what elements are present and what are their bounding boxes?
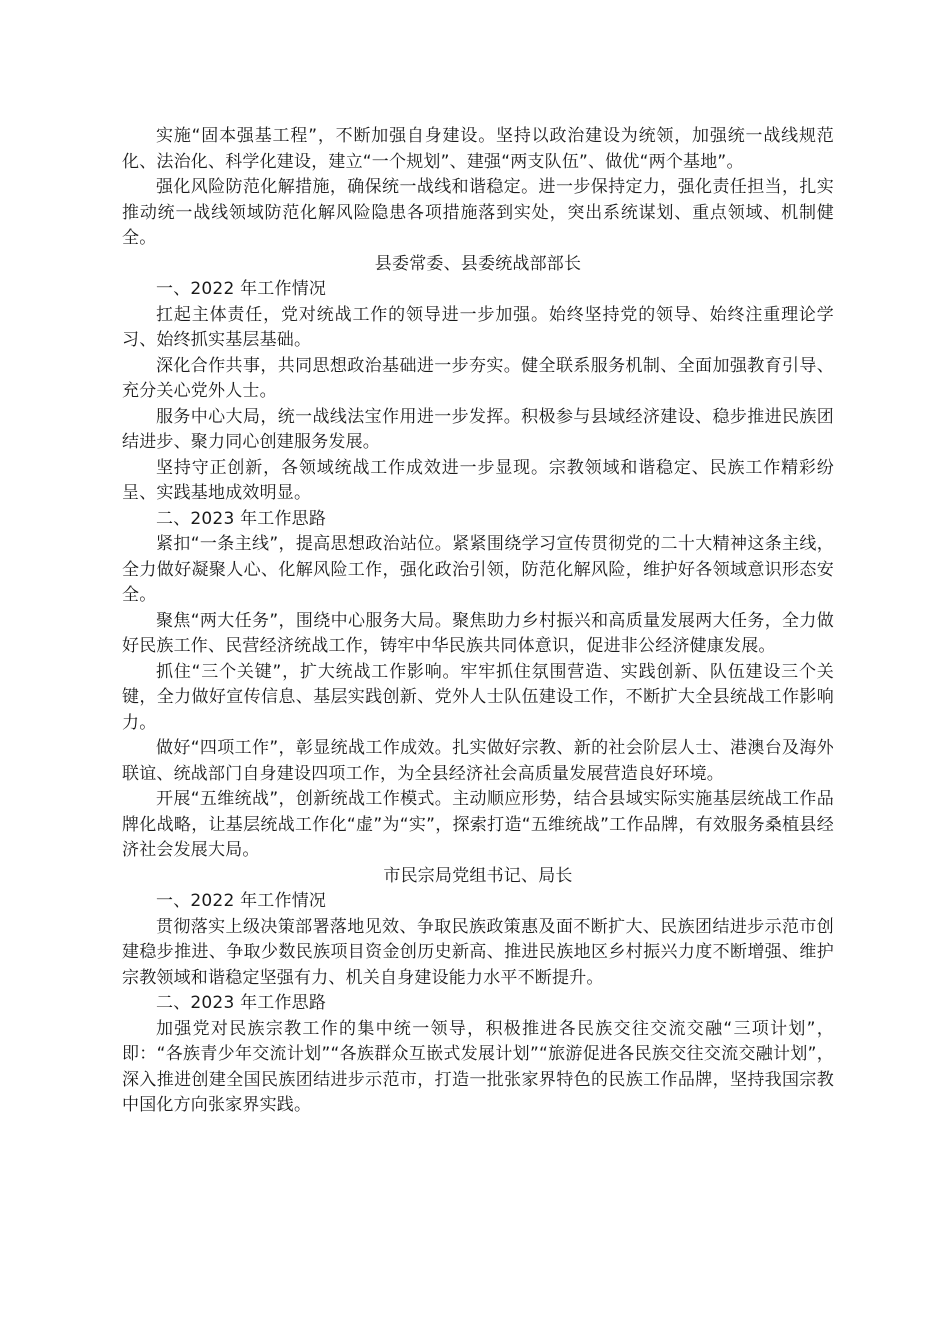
document-body: [122, 124, 834, 1119]
section-heading: 二、2023 年工作思路: [156, 993, 327, 1013]
section-heading: 一、2022 年工作情况: [156, 891, 327, 911]
paragraph: 抓住“三个关键”，扩大统战工作影响。牢牢抓住氛围营造、实践创新、队伍建设三个关键，全力做好宣传信息、基层实践创新、党外人士队伍建设工作，不断扩大全县统战工作影响力。: [122, 661, 834, 733]
paragraph: 坚持守正创新，各领域统战工作成效进一步显现。宗教领域和谐稳定、民族工作精彩纷呈、实践基地成效明显。: [122, 457, 834, 503]
section-title: 县委常委、县委统战部部长: [374, 253, 582, 274]
section-title: 市民宗局党组书记、局长: [383, 865, 573, 886]
paragraph: 扛起主体责任，党对统战工作的领导进一步加强。始终坚持党的领导、始终注重理论学习、始终抓实基层基础。: [122, 304, 834, 350]
paragraph: 开展“五维统战”，创新统战工作模式。主动顺应形势，结合县域实际实施基层统战工作品牌化战略，让基层统战工作化“虚”为“实”，探索打造“五维统战”工作品牌，有效服务桑植县经济社会发展大局。: [122, 789, 834, 860]
section-heading: 一、2022 年工作情况: [156, 279, 327, 299]
paragraph: 强化风险防范化解措施，确保统一战线和谐稳定。进一步保持定力，强化责任担当，扎实推动统一战线领域防范化解风险隐患各项措施落到实处，突出系统谋划、重点领域、机制健全。: [122, 177, 834, 248]
paragraph: 实施“固本强基工程”，不断加强自身建设。坚持以政治建设为统领，加强统一战线规范化、法治化、科学化建设，建立“一个规划”、建强“两支队伍”、做优“两个基地”。: [122, 126, 834, 172]
paragraph: 深化合作共事，共同思想政治基础进一步夯实。健全联系服务机制、全面加强教育引导、充分关心党外人士。: [122, 355, 834, 401]
paragraph: 加强党对民族宗教工作的集中统一领导，积极推进各民族交往交流交融“三项计划”，即：“各族青少年交流计划”“各族群众互嵌式发展计划”“旅游促进各民族交往交流交融计划”，深入推进创建全国民族团结进步示范市，打造一批张家界特色的民族工作品牌，坚持我国宗教中国化方向张家界实践。: [122, 1018, 834, 1115]
paragraph: 服务中心大局，统一战线法宝作用进一步发挥。积极参与县域经济建设、稳步推进民族团结进步、聚力同心创建服务发展。: [122, 406, 834, 452]
section-heading: 二、2023 年工作思路: [156, 508, 327, 529]
paragraph: 贯彻落实上级决策部署落地见效、争取民族政策惠及面不断扩大、民族团结进步示范市创建稳步推进、争取少数民族项目资金创历史新高、推进民族地区乡村振兴力度不断增强、维护宗教领域和谐稳定坚强有力、机关自身建设能力水平不断提升。: [122, 916, 834, 988]
paragraph: 聚焦“两大任务”，围绕中心服务大局。聚焦助力乡村振兴和高质量发展两大任务，全力做好民族工作、民营经济统战工作，铸牢中华民族共同体意识，促进非公经济健康发展。: [122, 610, 834, 656]
paragraph: 紧扣“一条主线”，提高思想政治站位。紧紧围绕学习宣传贯彻党的二十大精神这条主线，全力做好凝聚人心、化解风险工作，强化政治引领，防范化解风险，维护好各领域意识形态安全。: [122, 534, 834, 605]
paragraph: 做好“四项工作”，彰显统战工作成效。扎实做好宗教、新的社会阶层人士、港澳台及海外联谊、统战部门自身建设四项工作，为全县经济社会高质量发展营造良好环境。: [122, 738, 834, 784]
